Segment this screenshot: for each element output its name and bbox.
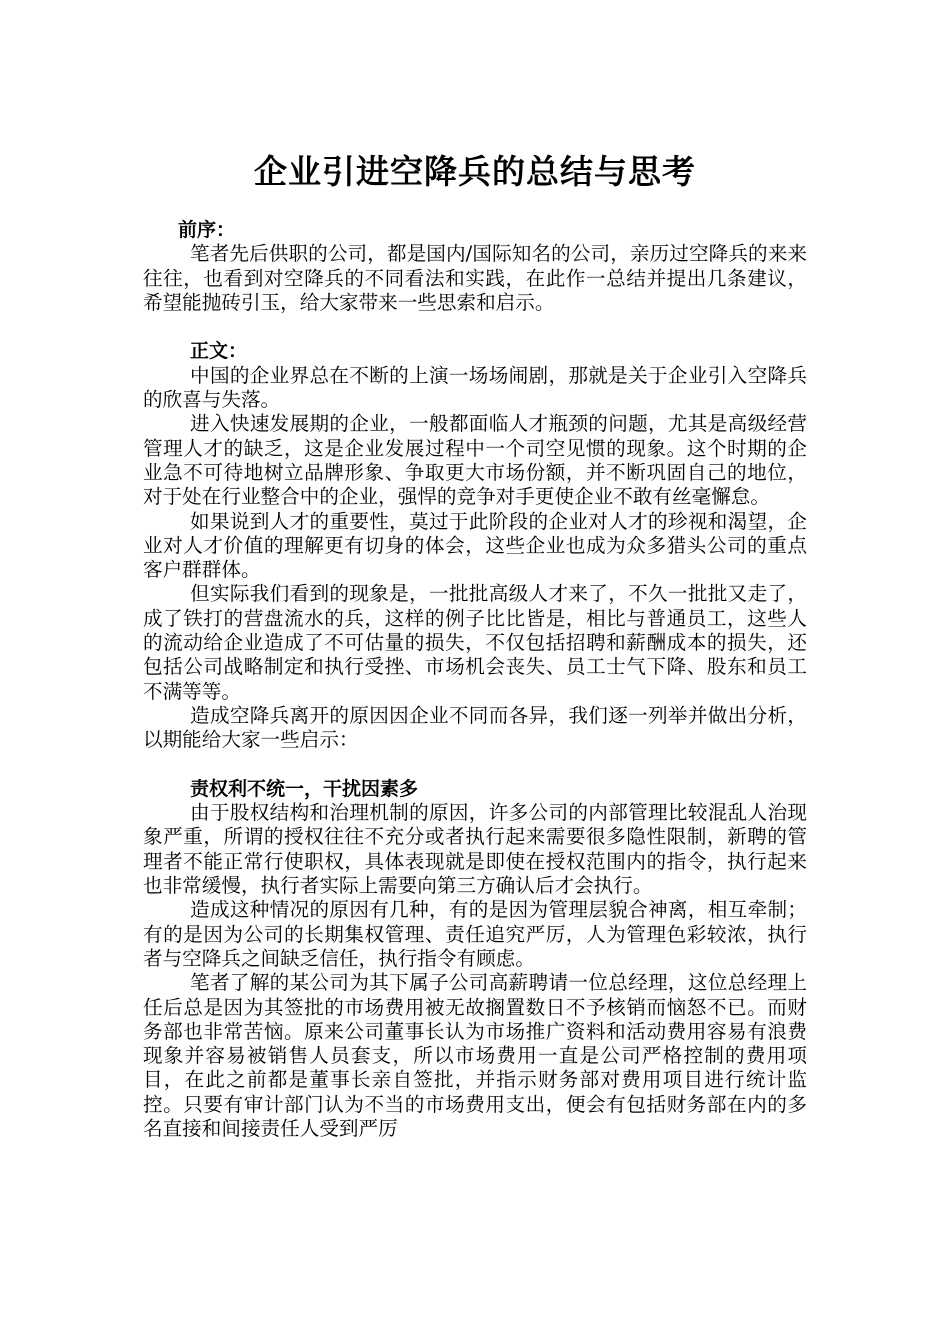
main-heading: 正文： xyxy=(190,340,248,363)
document-title: 企业引进空降兵的总结与思考 xyxy=(254,152,696,191)
section-heading: 责权利不统一，干扰因素多 xyxy=(190,777,419,800)
body-paragraph: 中国的企业界总在不断的上演一场场闹剧，那就是关于企业引入空降兵的欣喜与失落。 xyxy=(143,363,807,412)
preface-paragraph: 笔者先后供职的公司，都是国内/国际知名的公司，亲历过空降兵的来来往往，也看到对空降兵的不同看法和实践，在此作一总结并提出几条建议，希望能抛砖引玉，给大家带来一些思索和启示。 xyxy=(143,242,807,314)
section-paragraph: 造成这种情况的原因有几种，有的是因为管理层貌合神离，相互牵制；有的是因为公司的长期集权管理、责任追究严厉，人为管理色彩较浓，执行者与空降兵之间缺乏信任，执行指令有顾虑。 xyxy=(143,898,807,970)
body-paragraph: 如果说到人才的重要性，莫过于此阶段的企业对人才的珍视和渴望，企业对人才价值的理解更有切身的体会，这些企业也成为众多猎头公司的重点客户群群体。 xyxy=(143,509,807,582)
preface-heading: 前序： xyxy=(178,219,236,241)
document-body xyxy=(143,218,807,1141)
body-paragraph: 进入快速发展期的企业，一般都面临人才瓶颈的问题，尤其是高级经营管理人才的缺乏，这是企业发展过程中一个司空见惯的现象。这个时期的企业急不可待地树立品牌形象、争取更大市场份额，并不断巩固自己的地位，对于处在行业整合中的企业，强悍的竞争对手更使企业不敢有丝毫懈怠。 xyxy=(143,412,807,509)
body-paragraph: 但实际我们看到的现象是，一批批高级人才来了，不久一批批又走了，成了铁打的营盘流水的兵，这样的例子比比皆是，相比与普通员工，这些人的流动给企业造成了不可估量的损失，不仅包括招聘和薪酬成本的损失，还包括公司战略制定和执行受挫、市场机会丧失、员工士气下降、股东和员工不满等等。 xyxy=(143,582,807,703)
section-paragraph: 由于股权结构和治理机制的原因，许多公司的内部管理比较混乱人治现象严重，所谓的授权往往不充分或者执行起来需要很多隐性限制，新聘的管理者不能正常行使职权，具体表现就是即使在授权范围内的指令，执行起来也非常缓慢，执行者实际上需要向第三方确认后才会执行。 xyxy=(143,801,807,898)
section-paragraph: 笔者了解的某公司为其下属子公司高薪聘请一位总经理，这位总经理上任后总是因为其签批的市场费用被无故搁置数日不予核销而恼怒不已。而财务部也非常苦恼。原来公司董事长认为市场推广资料和活动费用容易有浪费现象并容易被销售人员套支，所以市场费用一直是公司严格控制的费用项目，在此之前都是董事长亲自签批，并指示财务部对费用项目进行统计监控。只要有审计部门认为不当的市场费用支出，便会有包括财务部在内的多名直接和间接责任人受到严厉 xyxy=(143,971,807,1140)
body-paragraph: 造成空降兵离开的原因因企业不同而各异，我们逐一列举并做出分析，以期能给大家一些启示： xyxy=(143,703,807,752)
